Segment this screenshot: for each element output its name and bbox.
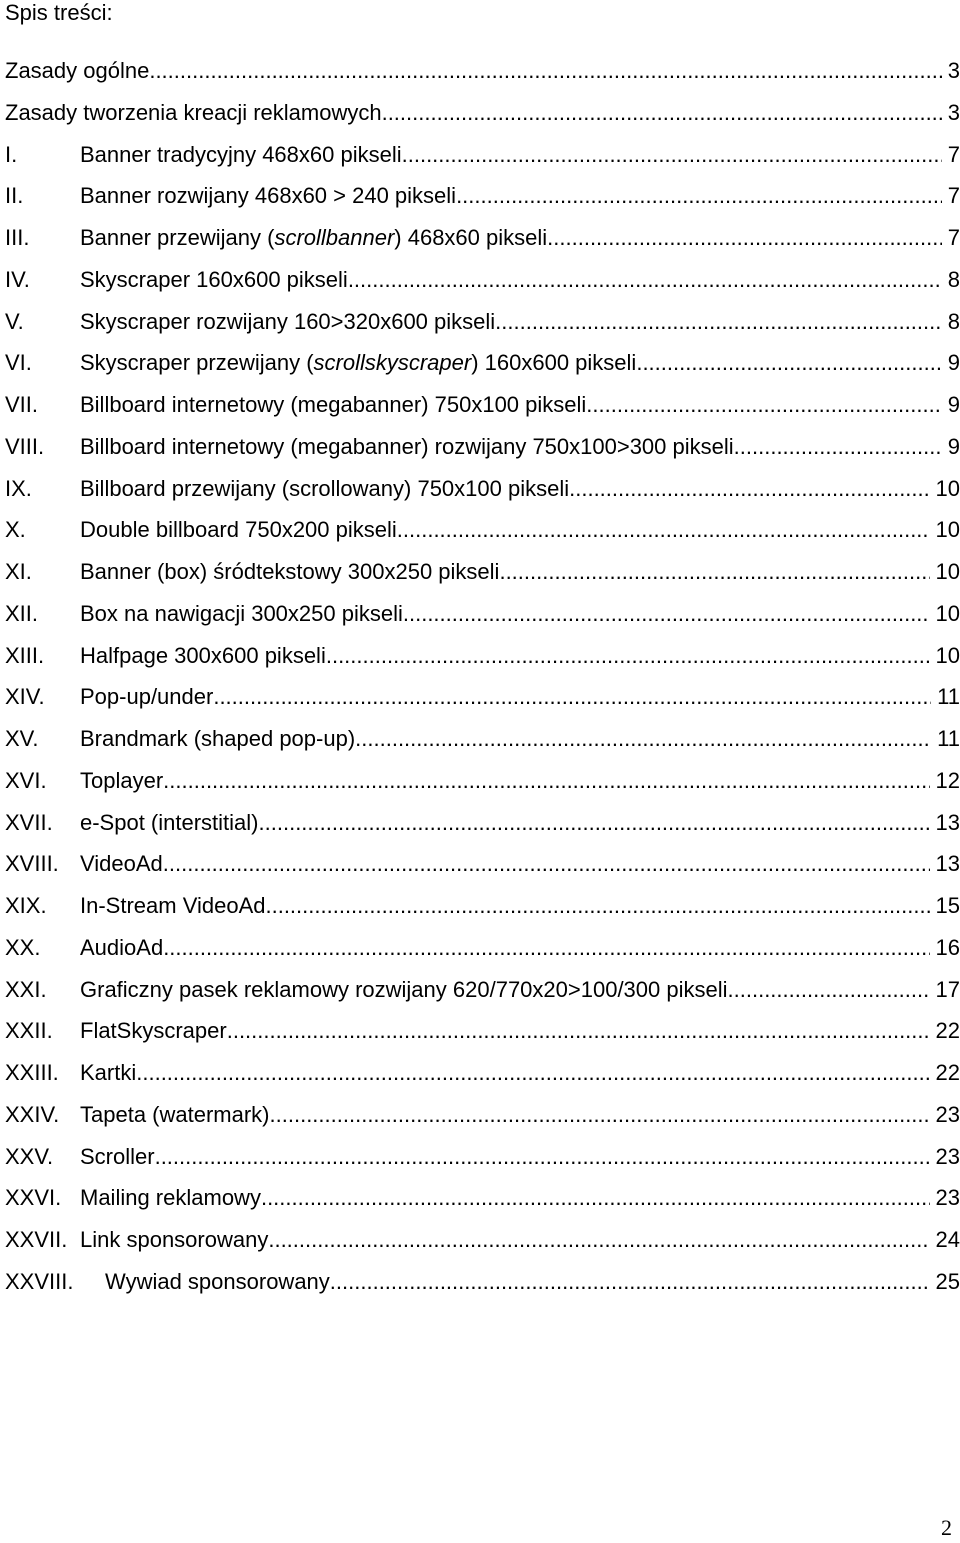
toc-entry-page: 23 — [935, 1185, 960, 1211]
toc-entry[interactable] — [5, 92, 960, 134]
toc-entry-title: Link sponsorowany — [80, 1227, 269, 1252]
toc-entry[interactable] — [5, 1219, 960, 1261]
toc-entry-page: 11 — [937, 726, 960, 751]
toc-entry-title: Double billboard 750x200 pikseli — [80, 517, 397, 543]
toc-entry-title-italic: scrollbanner — [274, 225, 395, 250]
toc-entry[interactable] — [5, 259, 960, 301]
toc-entry-page: 9 — [947, 392, 960, 417]
toc-entry-number: IV. — [5, 266, 30, 292]
toc-entry-title: Skyscraper rozwijany 160>320x600 pikseli — [80, 308, 496, 334]
toc-entry[interactable] — [5, 134, 960, 176]
toc-entry-leader-dots — [495, 301, 942, 343]
toc-entry-title: Halfpage 300x600 pikseli — [80, 642, 326, 668]
toc-entry-leader-dots — [136, 1052, 929, 1094]
toc-entry-title — [80, 217, 547, 259]
toc-entry-page: 17 — [935, 976, 960, 1002]
toc-entry-number: XX. — [5, 934, 41, 960]
page-number: 2 — [941, 1515, 952, 1540]
toc-entry-leader-dots — [163, 843, 930, 885]
toc-entry-title: Banner (box) śródtekstowy 300x250 pikseli — [80, 559, 500, 584]
toc-entry-number: XXV. — [5, 1143, 54, 1169]
toc-entry-leader-dots — [268, 1219, 929, 1261]
toc-entry[interactable] — [5, 1052, 960, 1094]
toc-entry-title: VideoAd — [80, 851, 163, 877]
toc-entry-number: XVII. — [5, 809, 53, 835]
toc-entry-page: 23 — [935, 1143, 960, 1169]
toc-entry[interactable] — [5, 50, 960, 92]
toc-entry-number: XXIV. — [5, 1101, 60, 1127]
toc-entry-leader-dots — [330, 1261, 930, 1303]
toc-entry-title: Banner tradycyjny 468x60 pikseli — [80, 141, 402, 167]
toc-entry-leader-dots — [227, 1010, 930, 1052]
toc-entry-number: XXVI. — [5, 1185, 62, 1211]
toc-entry-title: Brandmark (shaped pop-up) — [80, 726, 356, 751]
toc-entry-page: 22 — [935, 1018, 960, 1044]
toc-entry-leader-dots — [348, 259, 942, 301]
toc-entry-title: Kartki — [80, 1060, 137, 1085]
toc-entry-page: 9 — [947, 350, 960, 376]
toc-entry[interactable] — [5, 1094, 960, 1136]
toc-entry-number: III. — [5, 225, 30, 250]
toc-entry-leader-dots — [499, 551, 929, 593]
toc-entry-leader-dots — [569, 468, 929, 510]
toc-entry-title: Wywiad sponsorowany — [105, 1268, 330, 1294]
toc-entry-page: 3 — [947, 58, 960, 83]
toc-entry-page: 16 — [935, 934, 960, 960]
toc-entry[interactable] — [5, 217, 960, 259]
toc-entry-leader-dots — [397, 509, 930, 551]
toc-entry-page: 10 — [935, 475, 960, 501]
toc-entry-leader-dots — [402, 134, 942, 176]
toc-entry-page: 7 — [947, 183, 960, 209]
toc-entry[interactable] — [5, 676, 960, 718]
toc-entry-number: XIII. — [5, 642, 45, 668]
toc-entry-title: Skyscraper 160x600 pikseli — [80, 266, 348, 292]
table-of-contents — [5, 50, 960, 1303]
toc-entry-title-part: Banner przewijany ( — [80, 225, 275, 250]
toc-entry-page: 24 — [935, 1227, 960, 1252]
toc-entry[interactable] — [5, 1177, 960, 1219]
toc-entry-page: 22 — [935, 1060, 960, 1085]
toc-entry-number: XXIII. — [5, 1060, 59, 1085]
toc-entry-number: X. — [5, 517, 26, 543]
toc-entry-page: 13 — [935, 809, 960, 835]
toc-entry-number: XII. — [5, 600, 39, 626]
toc-entry[interactable] — [5, 718, 960, 760]
toc-entry[interactable] — [5, 1261, 960, 1303]
toc-entry-leader-dots — [163, 927, 929, 969]
toc-entry[interactable] — [5, 760, 960, 802]
toc-entry-title: Pop-up/under — [80, 684, 214, 710]
toc-entry[interactable] — [5, 843, 960, 885]
toc-entry-number: V. — [5, 308, 24, 334]
toc-entry-title: Zasady tworzenia kreacji reklamowych — [5, 99, 382, 125]
toc-entry-title — [80, 342, 636, 384]
toc-entry-page: 11 — [937, 684, 960, 710]
toc-entry-page: 9 — [947, 433, 960, 459]
toc-entry-leader-dots — [734, 426, 942, 468]
toc-entry-leader-dots — [382, 92, 942, 134]
toc-entry-page: 10 — [935, 642, 960, 668]
toc-entry-page: 25 — [935, 1268, 960, 1294]
toc-entry-title: Zasady ogólne — [5, 58, 150, 83]
toc-entry-number: XIV. — [5, 684, 45, 710]
toc-entry-leader-dots — [163, 760, 929, 802]
toc-entry-page: 7 — [947, 141, 960, 167]
toc-entry-leader-dots — [728, 969, 930, 1011]
toc-entry-number: I. — [5, 141, 18, 167]
toc-entry-title-part: Skyscraper przewijany ( — [80, 350, 314, 376]
toc-entry-title: AudioAd — [80, 934, 164, 960]
toc-entry-page: 7 — [947, 225, 960, 250]
toc-entry-page: 15 — [935, 893, 960, 918]
toc-entry-page: 23 — [935, 1101, 960, 1127]
toc-entry-title: Tapeta (watermark) — [80, 1101, 270, 1127]
toc-entry-leader-dots — [261, 1177, 930, 1219]
toc-entry[interactable] — [5, 301, 960, 343]
toc-entry[interactable] — [5, 468, 960, 510]
toc-entry[interactable] — [5, 635, 960, 677]
toc-entry[interactable] — [5, 969, 960, 1011]
toc-entry-title: Banner rozwijany 468x60 > 240 pikseli — [80, 183, 457, 209]
toc-heading: Spis treści: — [5, 0, 113, 25]
toc-entry-title: Billboard przewijany (scrollowany) 750x100 pikseli — [80, 475, 570, 501]
toc-entry-leader-dots — [259, 802, 930, 844]
toc-entry-number: IX. — [5, 475, 32, 501]
toc-entry-title: Toplayer — [80, 767, 164, 793]
toc-entry-number: XV. — [5, 726, 39, 751]
toc-entry-title: FlatSkyscraper — [80, 1018, 227, 1044]
toc-entry-leader-dots — [149, 50, 941, 92]
toc-entry-number: II. — [5, 183, 24, 209]
toc-entry-leader-dots — [155, 1136, 930, 1178]
toc-entry[interactable] — [5, 885, 960, 927]
toc-entry-leader-dots — [403, 593, 930, 635]
toc-entry[interactable] — [5, 551, 960, 593]
toc-entry-number: VI. — [5, 350, 32, 376]
toc-entry-page: 10 — [935, 559, 960, 584]
toc-entry-page: 12 — [935, 767, 960, 793]
toc-entry-number: XIX. — [5, 893, 47, 918]
toc-entry-title: Box na nawigacji 300x250 pikseli — [80, 600, 403, 626]
toc-entry-title: Billboard internetowy (megabanner) 750x100 pikseli — [80, 392, 587, 417]
toc-entry-leader-dots — [326, 635, 930, 677]
toc-entry-leader-dots — [636, 342, 941, 384]
toc-entry-page: 8 — [947, 266, 960, 292]
toc-entry-title-part: ) 468x60 pikseli — [394, 225, 548, 250]
toc-entry[interactable] — [5, 426, 960, 468]
toc-entry-title-italic: scrollskyscraper — [313, 350, 472, 376]
toc-entry-title: Mailing reklamowy — [80, 1185, 261, 1211]
toc-entry-title: Graficzny pasek reklamowy rozwijany 620/770x20>100/300 pikseli — [80, 976, 728, 1002]
toc-entry-leader-dots — [213, 676, 931, 718]
toc-entry-number: XVI. — [5, 767, 47, 793]
toc-entry-page: 10 — [935, 517, 960, 543]
toc-entry[interactable] — [5, 593, 960, 635]
toc-entry-page: 13 — [935, 851, 960, 877]
toc-entry-number: XXI. — [5, 976, 47, 1002]
toc-entry-page: 3 — [947, 99, 960, 125]
toc-entry[interactable] — [5, 927, 960, 969]
toc-entry[interactable] — [5, 1136, 960, 1178]
toc-entry-leader-dots — [270, 1094, 930, 1136]
toc-entry-number: XXVII. — [5, 1227, 68, 1252]
toc-entry-number: XXVIII. — [5, 1268, 74, 1294]
toc-entry-number: XI. — [5, 559, 32, 584]
toc-entry-leader-dots — [586, 384, 941, 426]
toc-entry-title: e-Spot (interstitial) — [80, 809, 259, 835]
toc-entry-number: XVIII. — [5, 851, 59, 877]
toc-entry-number: VIII. — [5, 433, 45, 459]
toc-entry[interactable] — [5, 175, 960, 217]
toc-entry-title: Scroller — [80, 1143, 155, 1169]
toc-entry-page: 10 — [935, 600, 960, 626]
toc-entry-title: Billboard internetowy (megabanner) rozwijany 750x100>300 pikseli — [80, 433, 734, 459]
toc-entry-number: VII. — [5, 392, 39, 417]
toc-entry-leader-dots — [265, 885, 929, 927]
toc-entry-leader-dots — [547, 217, 942, 259]
toc-entry-title-part: ) 160x600 pikseli — [471, 350, 637, 376]
toc-entry-leader-dots — [456, 175, 942, 217]
toc-entry[interactable] — [5, 1010, 960, 1052]
toc-entry[interactable] — [5, 384, 960, 426]
toc-entry-title: In-Stream VideoAd — [80, 893, 266, 918]
toc-entry-leader-dots — [355, 718, 931, 760]
toc-entry-page: 8 — [947, 308, 960, 334]
toc-entry[interactable] — [5, 342, 960, 384]
toc-entry[interactable] — [5, 802, 960, 844]
toc-entry-number: XXII. — [5, 1018, 53, 1044]
toc-entry[interactable] — [5, 509, 960, 551]
